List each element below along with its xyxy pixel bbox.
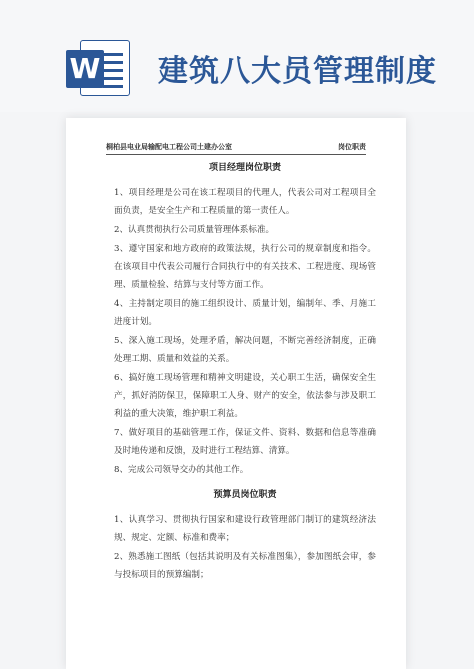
banner — [0, 0, 474, 112]
document-page — [66, 118, 406, 669]
page-header — [106, 142, 366, 155]
header-right-text: 岗位职责 — [338, 142, 366, 151]
header-left-text: 桐柏县电业局输配电工程公司土建办公室 — [106, 142, 232, 151]
paragraph: 2、认真贯彻执行公司质量管理体系标准。 — [114, 225, 275, 235]
section-title: 项目经理岗位职责 — [208, 163, 281, 173]
paragraph: 5、深入施工现场，处理矛盾，解决问题，不断完善经济制度，正确处理工期、质量和效益的关系。 — [114, 336, 376, 364]
word-icon — [66, 40, 132, 96]
paragraph: 6、搞好施工现场管理和精神文明建设，关心职工生活，确保安全生产，抓好消防保卫，保障职工人身、财产的安全，依法参与涉及职工利益的重大决策，维护职工利益。 — [114, 373, 376, 419]
paragraph: 1、认真学习、贯彻执行国家和建设行政管理部门制订的建筑经济法规、规定、定额、标准和费率； — [114, 515, 376, 543]
paragraph: 7、做好项目的基础管理工作，保证文件、资料、数据和信息等准确及时地传递和反馈，及时进行工程结算、清算。 — [114, 428, 376, 456]
document-body — [114, 162, 376, 585]
paragraph: 4、主持制定项目的施工组织设计、质量计划，编制年、季、月施工进度计划。 — [114, 299, 376, 327]
paragraph: 8、完成公司领导交办的其他工作。 — [114, 465, 249, 475]
paragraph: 1、项目经理是公司在该工程项目的代理人，代表公司对工程项目全面负责，是安全生产和工程质量的第一责任人。 — [114, 188, 376, 216]
paragraph: 2、熟悉施工图纸（包括其说明及有关标准图集），参加图纸会审，参与投标项目的预算编制； — [114, 552, 376, 580]
word-logo-letter: W — [66, 50, 104, 88]
paragraph: 3、遵守国家和地方政府的政策法规，执行公司的规章制度和指令。在该项目中代表公司履行合同执行中的有关技术、工程进度、现场管理、质量检验、结算与支付等方面工作。 — [114, 244, 376, 290]
section-title: 预算员岗位职责 — [213, 490, 277, 500]
banner-title: 建筑八大员管理制度 — [158, 54, 437, 89]
